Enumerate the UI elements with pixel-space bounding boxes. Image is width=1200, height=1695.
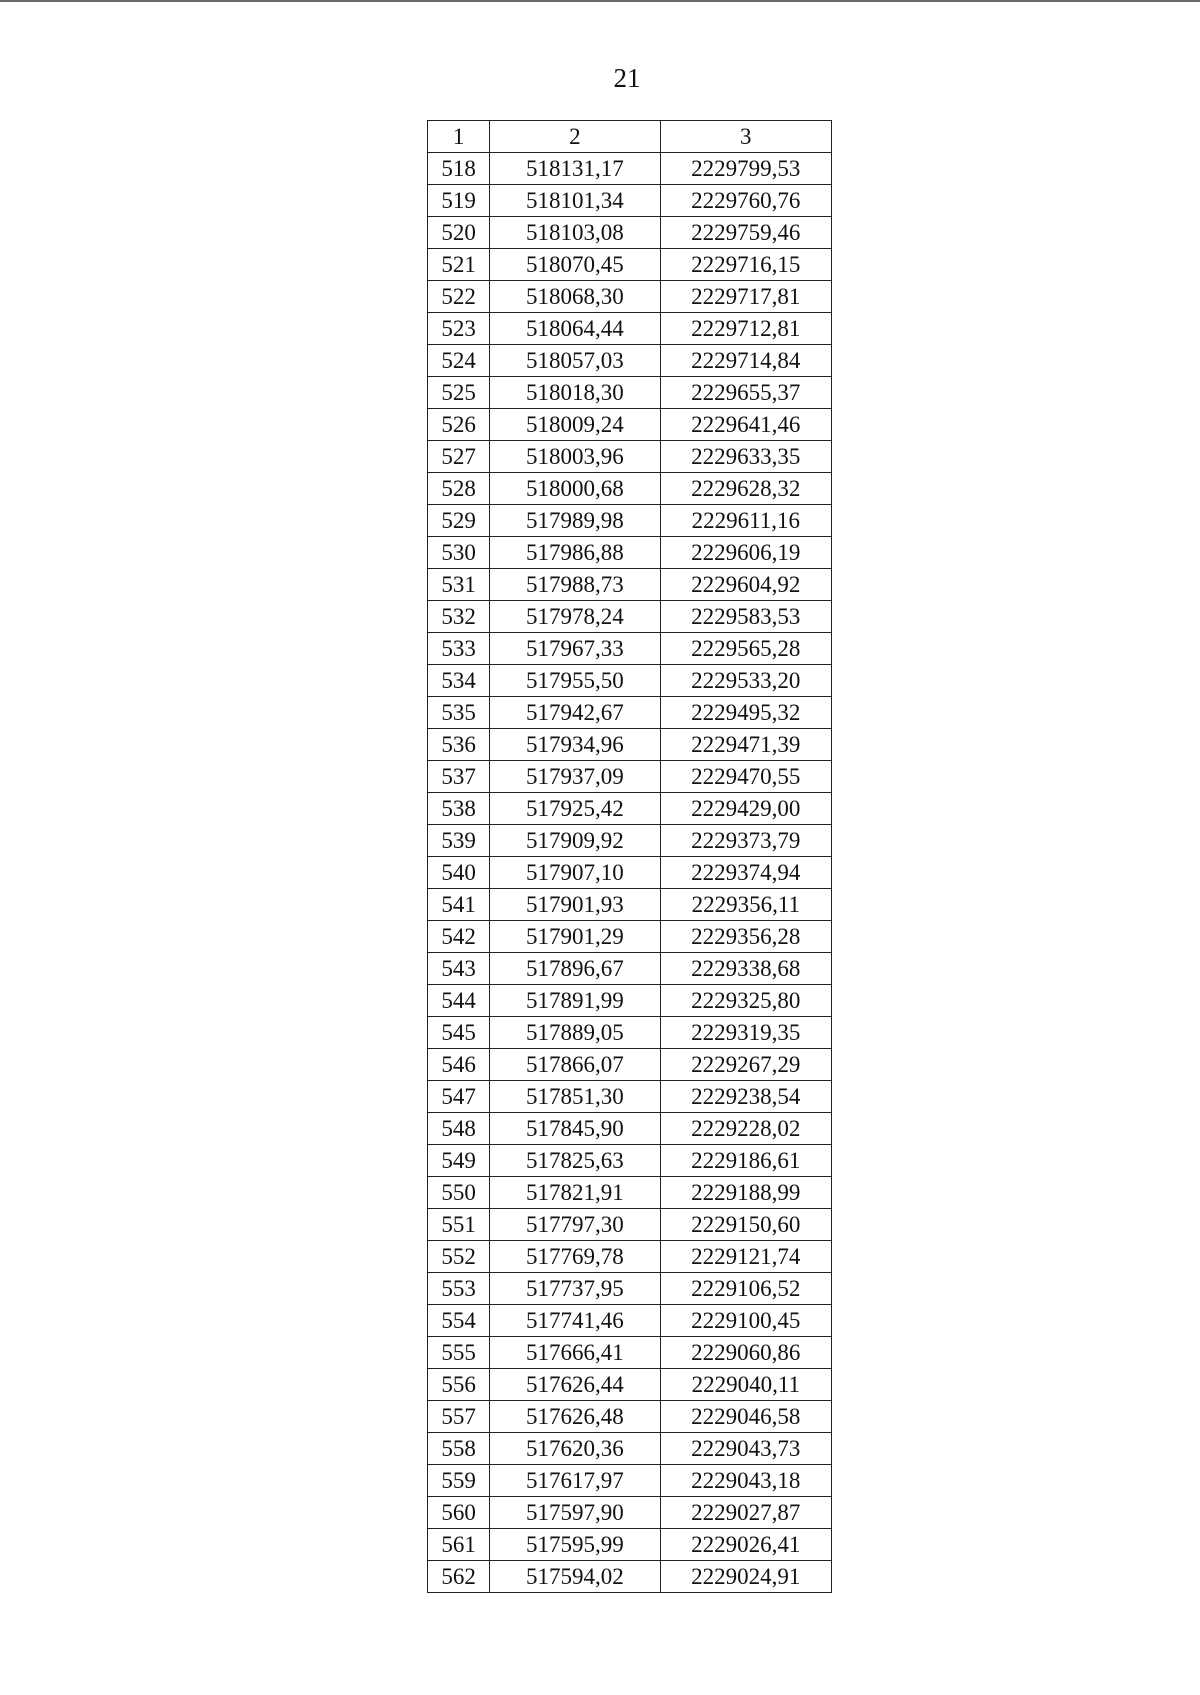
x-coordinate-cell: 517741,46 — [490, 1305, 660, 1337]
point-number-cell: 530 — [428, 537, 490, 569]
x-coordinate-cell: 517866,07 — [490, 1049, 660, 1081]
y-coordinate-cell: 2229712,81 — [660, 313, 831, 345]
point-number-cell: 529 — [428, 505, 490, 537]
table-row — [428, 1145, 832, 1177]
x-coordinate-cell: 517901,29 — [490, 921, 660, 953]
table-row — [428, 825, 832, 857]
y-coordinate-cell: 2229043,73 — [660, 1433, 831, 1465]
x-coordinate-cell: 518003,96 — [490, 441, 660, 473]
point-number-cell: 561 — [428, 1529, 490, 1561]
point-number-cell: 522 — [428, 281, 490, 313]
table-header-row — [428, 121, 832, 153]
point-number-cell: 551 — [428, 1209, 490, 1241]
table-row — [428, 1049, 832, 1081]
header-cell-3: 3 — [660, 121, 831, 153]
x-coordinate-cell: 517955,50 — [490, 665, 660, 697]
point-number-cell: 545 — [428, 1017, 490, 1049]
x-coordinate-cell: 517617,97 — [490, 1465, 660, 1497]
table-row — [428, 729, 832, 761]
point-number-cell: 542 — [428, 921, 490, 953]
x-coordinate-cell: 517851,30 — [490, 1081, 660, 1113]
y-coordinate-cell: 2229228,02 — [660, 1113, 831, 1145]
x-coordinate-cell: 517595,99 — [490, 1529, 660, 1561]
point-number-cell: 557 — [428, 1401, 490, 1433]
x-coordinate-cell: 517825,63 — [490, 1145, 660, 1177]
table-row — [428, 1433, 832, 1465]
table-row — [428, 1465, 832, 1497]
y-coordinate-cell: 2229027,87 — [660, 1497, 831, 1529]
y-coordinate-cell: 2229319,35 — [660, 1017, 831, 1049]
y-coordinate-cell: 2229471,39 — [660, 729, 831, 761]
x-coordinate-cell: 517769,78 — [490, 1241, 660, 1273]
point-number-cell: 549 — [428, 1145, 490, 1177]
table-row — [428, 537, 832, 569]
table-row — [428, 1529, 832, 1561]
x-coordinate-cell: 517986,88 — [490, 537, 660, 569]
x-coordinate-cell: 517594,02 — [490, 1561, 660, 1593]
point-number-cell: 539 — [428, 825, 490, 857]
point-number-cell: 554 — [428, 1305, 490, 1337]
table-row — [428, 1017, 832, 1049]
table-row — [428, 473, 832, 505]
point-number-cell: 553 — [428, 1273, 490, 1305]
point-number-cell: 523 — [428, 313, 490, 345]
table-body — [428, 153, 832, 1593]
table-row — [428, 185, 832, 217]
table-row — [428, 761, 832, 793]
y-coordinate-cell: 2229121,74 — [660, 1241, 831, 1273]
point-number-cell: 550 — [428, 1177, 490, 1209]
x-coordinate-cell: 517925,42 — [490, 793, 660, 825]
table-row — [428, 441, 832, 473]
x-coordinate-cell: 518103,08 — [490, 217, 660, 249]
y-coordinate-cell: 2229325,80 — [660, 985, 831, 1017]
point-number-cell: 531 — [428, 569, 490, 601]
table-row — [428, 505, 832, 537]
table-row — [428, 1081, 832, 1113]
y-coordinate-cell: 2229186,61 — [660, 1145, 831, 1177]
x-coordinate-cell: 517845,90 — [490, 1113, 660, 1145]
table-row — [428, 1369, 832, 1401]
y-coordinate-cell: 2229606,19 — [660, 537, 831, 569]
table-row — [428, 1305, 832, 1337]
point-number-cell: 547 — [428, 1081, 490, 1113]
point-number-cell: 548 — [428, 1113, 490, 1145]
table-row — [428, 1113, 832, 1145]
y-coordinate-cell: 2229043,18 — [660, 1465, 831, 1497]
point-number-cell: 525 — [428, 377, 490, 409]
y-coordinate-cell: 2229024,91 — [660, 1561, 831, 1593]
point-number-cell: 532 — [428, 601, 490, 633]
x-coordinate-cell: 517937,09 — [490, 761, 660, 793]
table-row — [428, 1209, 832, 1241]
table-row — [428, 1497, 832, 1529]
y-coordinate-cell: 2229338,68 — [660, 953, 831, 985]
y-coordinate-cell: 2229633,35 — [660, 441, 831, 473]
point-number-cell: 537 — [428, 761, 490, 793]
point-number-cell: 533 — [428, 633, 490, 665]
y-coordinate-cell: 2229759,46 — [660, 217, 831, 249]
x-coordinate-cell: 518000,68 — [490, 473, 660, 505]
table-row — [428, 665, 832, 697]
table-row — [428, 377, 832, 409]
table-row — [428, 921, 832, 953]
table-row — [428, 313, 832, 345]
y-coordinate-cell: 2229714,84 — [660, 345, 831, 377]
y-coordinate-cell: 2229188,99 — [660, 1177, 831, 1209]
x-coordinate-cell: 517797,30 — [490, 1209, 660, 1241]
x-coordinate-cell: 518057,03 — [490, 345, 660, 377]
y-coordinate-cell: 2229106,52 — [660, 1273, 831, 1305]
y-coordinate-cell: 2229374,94 — [660, 857, 831, 889]
x-coordinate-cell: 518009,24 — [490, 409, 660, 441]
point-number-cell: 528 — [428, 473, 490, 505]
y-coordinate-cell: 2229717,81 — [660, 281, 831, 313]
y-coordinate-cell: 2229026,41 — [660, 1529, 831, 1561]
x-coordinate-cell: 517896,67 — [490, 953, 660, 985]
x-coordinate-cell: 517978,24 — [490, 601, 660, 633]
y-coordinate-cell: 2229760,76 — [660, 185, 831, 217]
y-coordinate-cell: 2229100,45 — [660, 1305, 831, 1337]
point-number-cell: 526 — [428, 409, 490, 441]
point-number-cell: 552 — [428, 1241, 490, 1273]
point-number-cell: 520 — [428, 217, 490, 249]
y-coordinate-cell: 2229238,54 — [660, 1081, 831, 1113]
x-coordinate-cell: 517901,93 — [490, 889, 660, 921]
y-coordinate-cell: 2229716,15 — [660, 249, 831, 281]
x-coordinate-cell: 517942,67 — [490, 697, 660, 729]
x-coordinate-cell: 517889,05 — [490, 1017, 660, 1049]
table-row — [428, 1561, 832, 1593]
point-number-cell: 540 — [428, 857, 490, 889]
point-number-cell: 546 — [428, 1049, 490, 1081]
y-coordinate-cell: 2229628,32 — [660, 473, 831, 505]
y-coordinate-cell: 2229611,16 — [660, 505, 831, 537]
x-coordinate-cell: 517909,92 — [490, 825, 660, 857]
table-row — [428, 1177, 832, 1209]
table-row — [428, 697, 832, 729]
point-number-cell: 560 — [428, 1497, 490, 1529]
coordinates-table — [427, 120, 832, 1593]
point-number-cell: 544 — [428, 985, 490, 1017]
y-coordinate-cell: 2229655,37 — [660, 377, 831, 409]
x-coordinate-cell: 517821,91 — [490, 1177, 660, 1209]
y-coordinate-cell: 2229429,00 — [660, 793, 831, 825]
y-coordinate-cell: 2229470,55 — [660, 761, 831, 793]
x-coordinate-cell: 518131,17 — [490, 153, 660, 185]
point-number-cell: 543 — [428, 953, 490, 985]
page-number: 21 — [613, 63, 641, 93]
point-number-cell: 562 — [428, 1561, 490, 1593]
point-number-cell: 527 — [428, 441, 490, 473]
table-row — [428, 953, 832, 985]
scan-top-edge — [0, 0, 1200, 2]
table-row — [428, 985, 832, 1017]
header-cell-1: 1 — [428, 121, 490, 153]
y-coordinate-cell: 2229356,11 — [660, 889, 831, 921]
y-coordinate-cell: 2229533,20 — [660, 665, 831, 697]
y-coordinate-cell: 2229356,28 — [660, 921, 831, 953]
y-coordinate-cell: 2229565,28 — [660, 633, 831, 665]
table-row — [428, 217, 832, 249]
table-row — [428, 857, 832, 889]
table-row — [428, 345, 832, 377]
y-coordinate-cell: 2229040,11 — [660, 1369, 831, 1401]
point-number-cell: 518 — [428, 153, 490, 185]
table-row — [428, 569, 832, 601]
x-coordinate-cell: 517737,95 — [490, 1273, 660, 1305]
x-coordinate-cell: 517989,98 — [490, 505, 660, 537]
table-row — [428, 409, 832, 441]
point-number-cell: 556 — [428, 1369, 490, 1401]
x-coordinate-cell: 517988,73 — [490, 569, 660, 601]
x-coordinate-cell: 518101,34 — [490, 185, 660, 217]
table-row — [428, 793, 832, 825]
y-coordinate-cell: 2229495,32 — [660, 697, 831, 729]
point-number-cell: 535 — [428, 697, 490, 729]
y-coordinate-cell: 2229060,86 — [660, 1337, 831, 1369]
point-number-cell: 541 — [428, 889, 490, 921]
x-coordinate-cell: 517907,10 — [490, 857, 660, 889]
point-number-cell: 555 — [428, 1337, 490, 1369]
x-coordinate-cell: 517967,33 — [490, 633, 660, 665]
x-coordinate-cell: 518018,30 — [490, 377, 660, 409]
header-cell-2: 2 — [490, 121, 660, 153]
point-number-cell: 534 — [428, 665, 490, 697]
table-row — [428, 1241, 832, 1273]
table-row — [428, 601, 832, 633]
x-coordinate-cell: 518064,44 — [490, 313, 660, 345]
x-coordinate-cell: 517626,48 — [490, 1401, 660, 1433]
table-row — [428, 1401, 832, 1433]
table-row — [428, 249, 832, 281]
table-row — [428, 889, 832, 921]
y-coordinate-cell: 2229604,92 — [660, 569, 831, 601]
point-number-cell: 521 — [428, 249, 490, 281]
table-row — [428, 633, 832, 665]
y-coordinate-cell: 2229267,29 — [660, 1049, 831, 1081]
x-coordinate-cell: 517934,96 — [490, 729, 660, 761]
y-coordinate-cell: 2229799,53 — [660, 153, 831, 185]
point-number-cell: 536 — [428, 729, 490, 761]
x-coordinate-cell: 517626,44 — [490, 1369, 660, 1401]
point-number-cell: 559 — [428, 1465, 490, 1497]
x-coordinate-cell: 517597,90 — [490, 1497, 660, 1529]
table-row — [428, 1273, 832, 1305]
y-coordinate-cell: 2229046,58 — [660, 1401, 831, 1433]
x-coordinate-cell: 518068,30 — [490, 281, 660, 313]
table-row — [428, 153, 832, 185]
point-number-cell: 519 — [428, 185, 490, 217]
point-number-cell: 538 — [428, 793, 490, 825]
y-coordinate-cell: 2229641,46 — [660, 409, 831, 441]
point-number-cell: 524 — [428, 345, 490, 377]
table-row — [428, 1337, 832, 1369]
y-coordinate-cell: 2229150,60 — [660, 1209, 831, 1241]
x-coordinate-cell: 518070,45 — [490, 249, 660, 281]
x-coordinate-cell: 517620,36 — [490, 1433, 660, 1465]
y-coordinate-cell: 2229583,53 — [660, 601, 831, 633]
y-coordinate-cell: 2229373,79 — [660, 825, 831, 857]
x-coordinate-cell: 517891,99 — [490, 985, 660, 1017]
point-number-cell: 558 — [428, 1433, 490, 1465]
table-row — [428, 281, 832, 313]
x-coordinate-cell: 517666,41 — [490, 1337, 660, 1369]
